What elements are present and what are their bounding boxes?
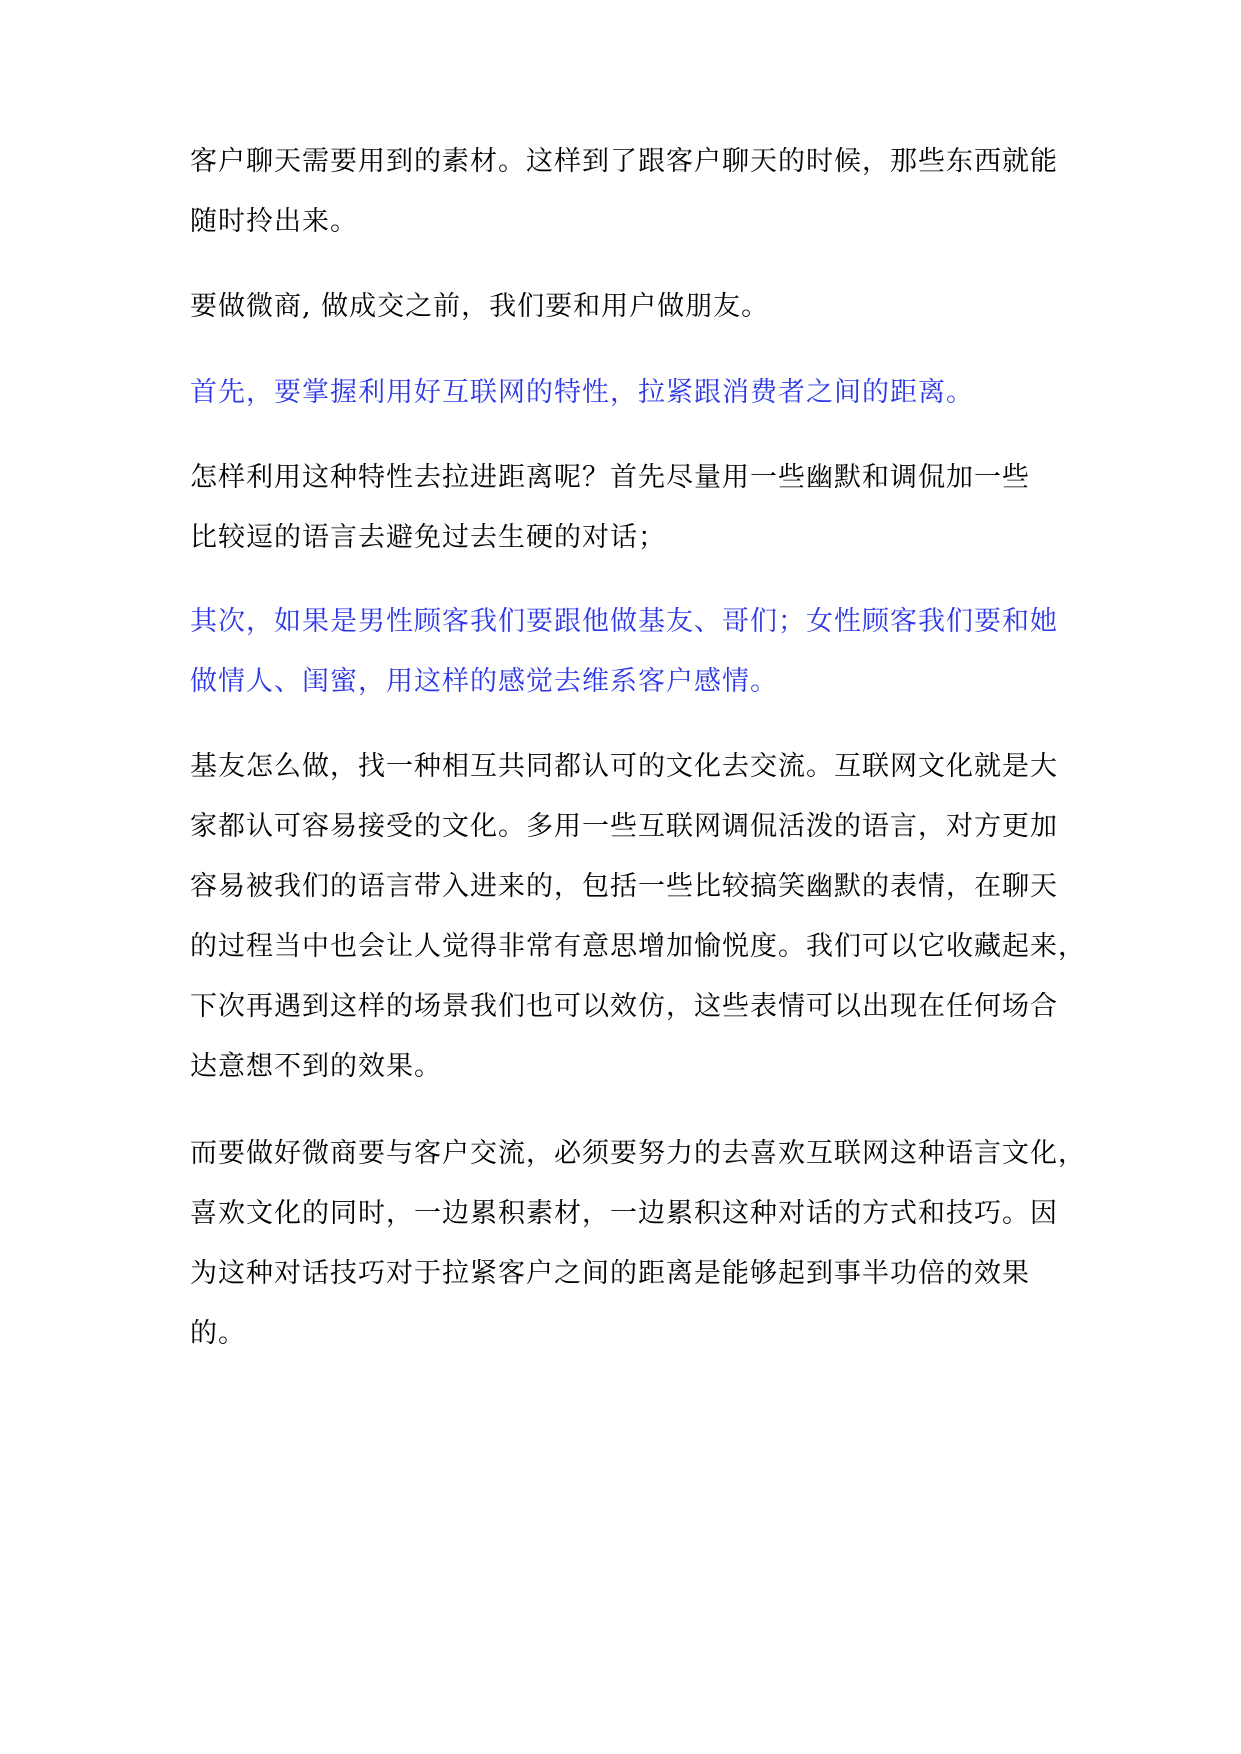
paragraph-7-line-1: 而要做好微商要与客户交流，必须要努力的去喜欢互联网这种语言文化， <box>190 1138 1086 1169</box>
paragraph-6-line-3: 容易被我们的语言带入进来的，包括一些比较搞笑幽默的表情，在聊天 <box>190 871 1058 902</box>
paragraph-6-line-6: 达意想不到的效果。 <box>190 1051 442 1082</box>
paragraph-5-line-1: 其次，如果是男性顾客我们要跟他做基友、哥们；女性顾客我们要和她 <box>190 606 1058 637</box>
paragraph-4-line-1: 怎样利用这种特性去拉进距离呢？首先尽量用一些幽默和调侃加一些 <box>190 462 1030 493</box>
paragraph-6-line-4: 的过程当中也会让人觉得非常有意思增加愉悦度。我们可以它收藏起来， <box>190 931 1086 962</box>
paragraph-1-line-1: 客户聊天需要用到的素材。这样到了跟客户聊天的时候，那些东西就能 <box>190 146 1058 177</box>
paragraph-6-line-1: 基友怎么做，找一种相互共同都认可的文化去交流。互联网文化就是大 <box>190 751 1058 782</box>
paragraph-2-line-1: 要做微商, 做成交之前，我们要和用户做朋友。 <box>190 291 770 322</box>
paragraph-7-line-4: 的。 <box>190 1318 246 1349</box>
paragraph-4-line-2: 比较逗的语言去避免过去生硬的对话； <box>190 522 666 553</box>
paragraph-7-line-2: 喜欢文化的同时，一边累积素材，一边累积这种对话的方式和技巧。因 <box>190 1198 1058 1229</box>
paragraph-3-line-1: 首先，要掌握利用好互联网的特性，拉紧跟消费者之间的距离。 <box>190 377 974 408</box>
paragraph-5-line-2: 做情人、闺蜜，用这样的感觉去维系客户感情。 <box>190 666 778 697</box>
paragraph-1-line-2: 随时拎出来。 <box>190 206 358 237</box>
paragraph-7-line-3: 为这种对话技巧对于拉紧客户之间的距离是能够起到事半功倍的效果 <box>190 1258 1030 1289</box>
paragraph-6-line-5: 下次再遇到这样的场景我们也可以效仿，这些表情可以出现在任何场合 <box>190 991 1058 1022</box>
paragraph-6-line-2: 家都认可容易接受的文化。多用一些互联网调侃活泼的语言，对方更加 <box>190 811 1058 842</box>
